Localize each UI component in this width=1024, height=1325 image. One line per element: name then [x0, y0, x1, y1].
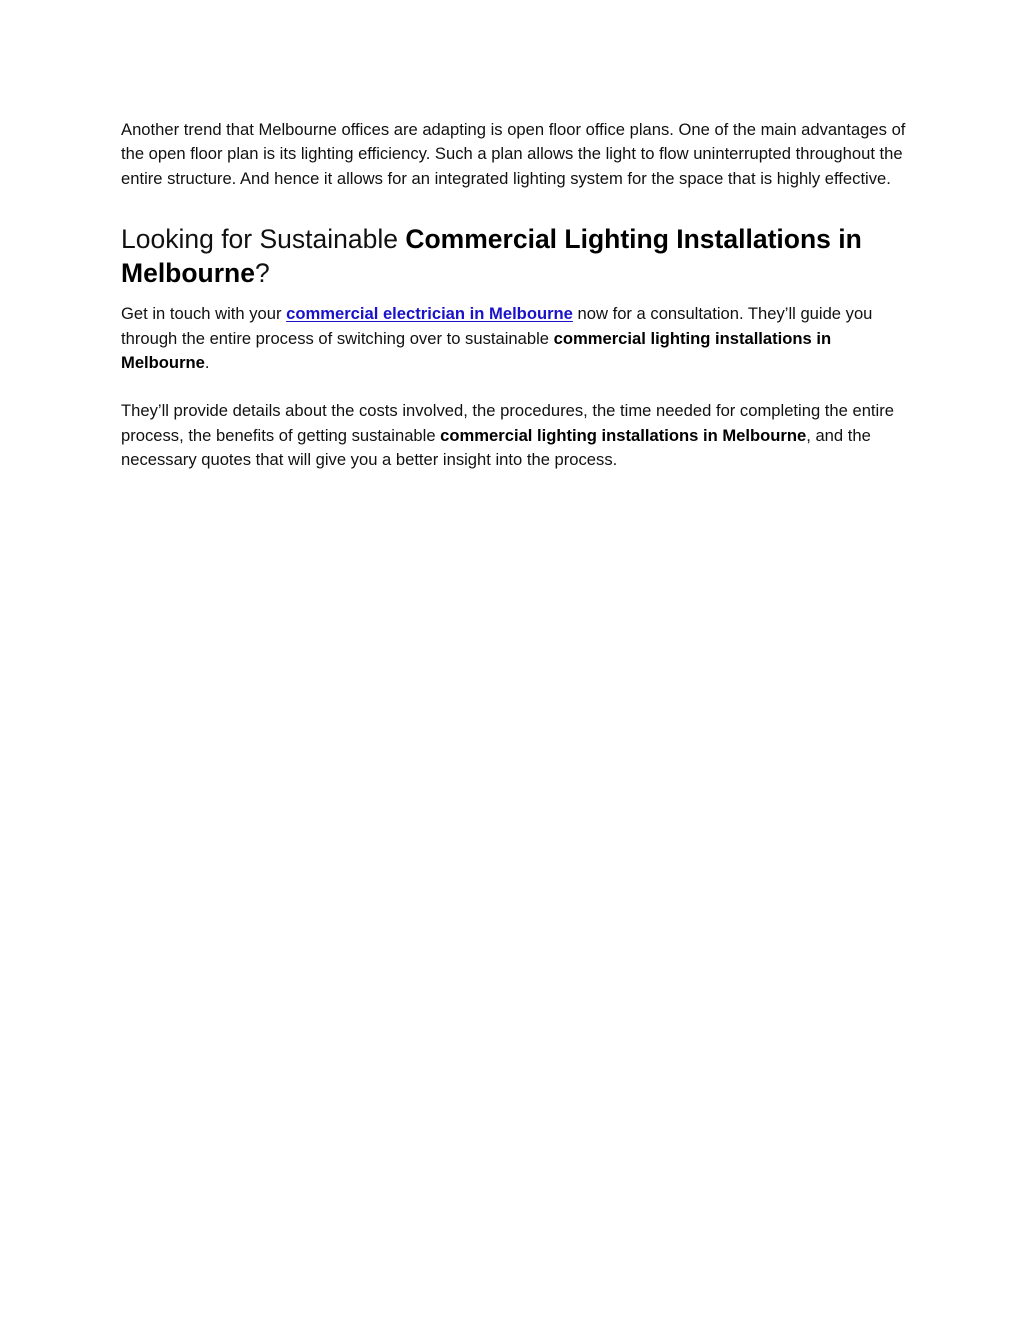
details-text-1: They’ll provide details about the costs involved, the procedures, the time needed for completing the entire process, the benefits of getting sustainable [121, 401, 894, 445]
contact-paragraph [121, 302, 911, 375]
contact-text-1: Get in touch with your [121, 304, 287, 324]
contact-text-2: now for a consultation. They’ll guide you through the entire process of switching over to sustainable [121, 304, 873, 348]
section-heading [121, 222, 911, 290]
details-bold-text: commercial lighting installations in Melbourne [440, 425, 807, 445]
commercial-electrician-link[interactable]: commercial electrician in Melbourne [286, 304, 573, 324]
document-page [121, 118, 911, 473]
contact-text-3: . [204, 353, 210, 373]
contact-bold-text: commercial lighting installations in Melbourne [121, 328, 832, 373]
heading-prefix: Looking for Sustainable [121, 224, 406, 255]
details-text-2: , and the necessary quotes that will give you a better insight into the process. [121, 425, 871, 470]
intro-paragraph [121, 118, 911, 191]
details-paragraph [121, 399, 911, 472]
heading-bold-text: Commercial Lighting Installations in Melbourne [121, 224, 862, 289]
heading-suffix: ? [254, 258, 270, 289]
intro-paragraph-text: Another trend that Melbourne offices are adapting is open floor office plans. One of the main advantages of the open floor plan is its lighting efficiency. Such a plan allows the light to flow uninterrupted throughout the entire structure. And hence it allows for an integrated lighting system for the space that is highly effective. [121, 120, 906, 188]
